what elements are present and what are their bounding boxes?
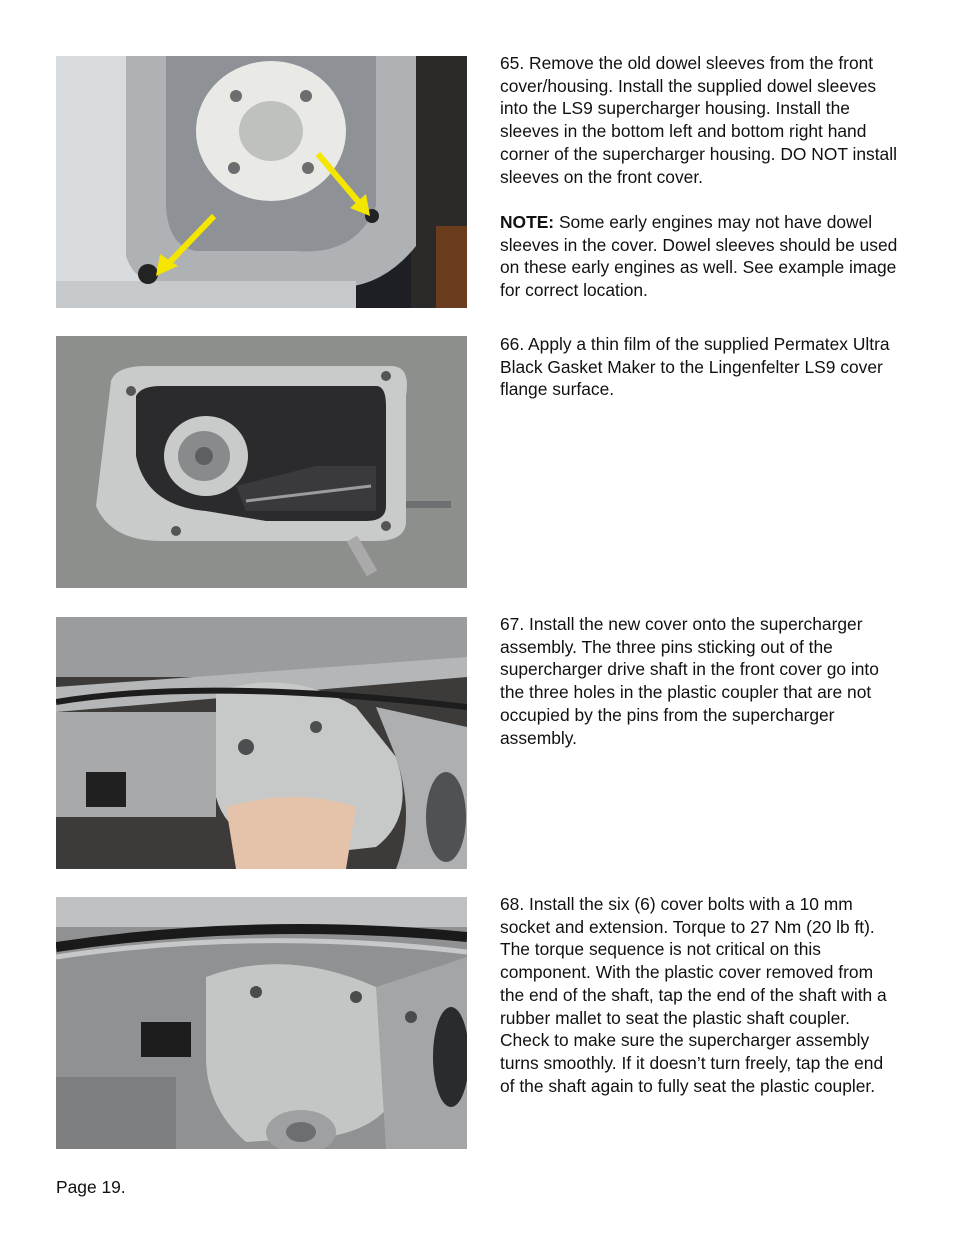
step-65	[500, 52, 900, 302]
photo-cover-flange	[56, 336, 467, 588]
photo-dowel-sleeves	[56, 56, 467, 308]
step-65-note	[500, 211, 900, 302]
step-65-text: 65. Remove the old dowel sleeves from the front cover/housing. Install the supplied dowel sleeves into the LS9 supercharger housing. Install the sleeves in the bottom left and bottom right hand corner of the supercharger housing. DO NOT install sleeves on the front cover.	[500, 53, 897, 187]
step-68	[500, 893, 900, 1097]
step-67	[500, 613, 900, 749]
step-66-text: 66. Apply a thin film of the supplied Permatex Ultra Black Gasket Maker to the Lingenfelter LS9 cover flange surface.	[500, 334, 890, 400]
step-66	[500, 333, 900, 401]
step-68-text: 68. Install the six (6) cover bolts with a 10 mm socket and extension. Torque to 27 Nm (20 lb ft). The torque sequence is not critical on this component. With the plastic cover removed from the end of the shaft, tap the end of the shaft with a rubber mallet to seat the plastic shaft coupler. Check to make sure the supercharger assembly turns smoothly. If it doesn’t turn freely, tap the end of the shaft again to fully seat the plastic coupler.	[500, 894, 887, 1096]
step-67-text: 67. Install the new cover onto the supercharger assembly. The three pins sticking out of the supercharger drive shaft in the front cover go into the three holes in the plastic coupler that are not occupied by the pins from the supercharger assembly.	[500, 614, 879, 748]
note-text: Some early engines may not have dowel sleeves in the cover. Dowel sleeves should be used on these early engines as well. See example image for correct location.	[500, 211, 898, 301]
photo-cover-install	[56, 617, 467, 869]
note-label: NOTE:	[500, 211, 555, 232]
paragraph-gap	[500, 188, 900, 211]
photo-cover-bolts	[56, 897, 467, 1149]
page-number: Page 19.	[56, 1177, 126, 1197]
